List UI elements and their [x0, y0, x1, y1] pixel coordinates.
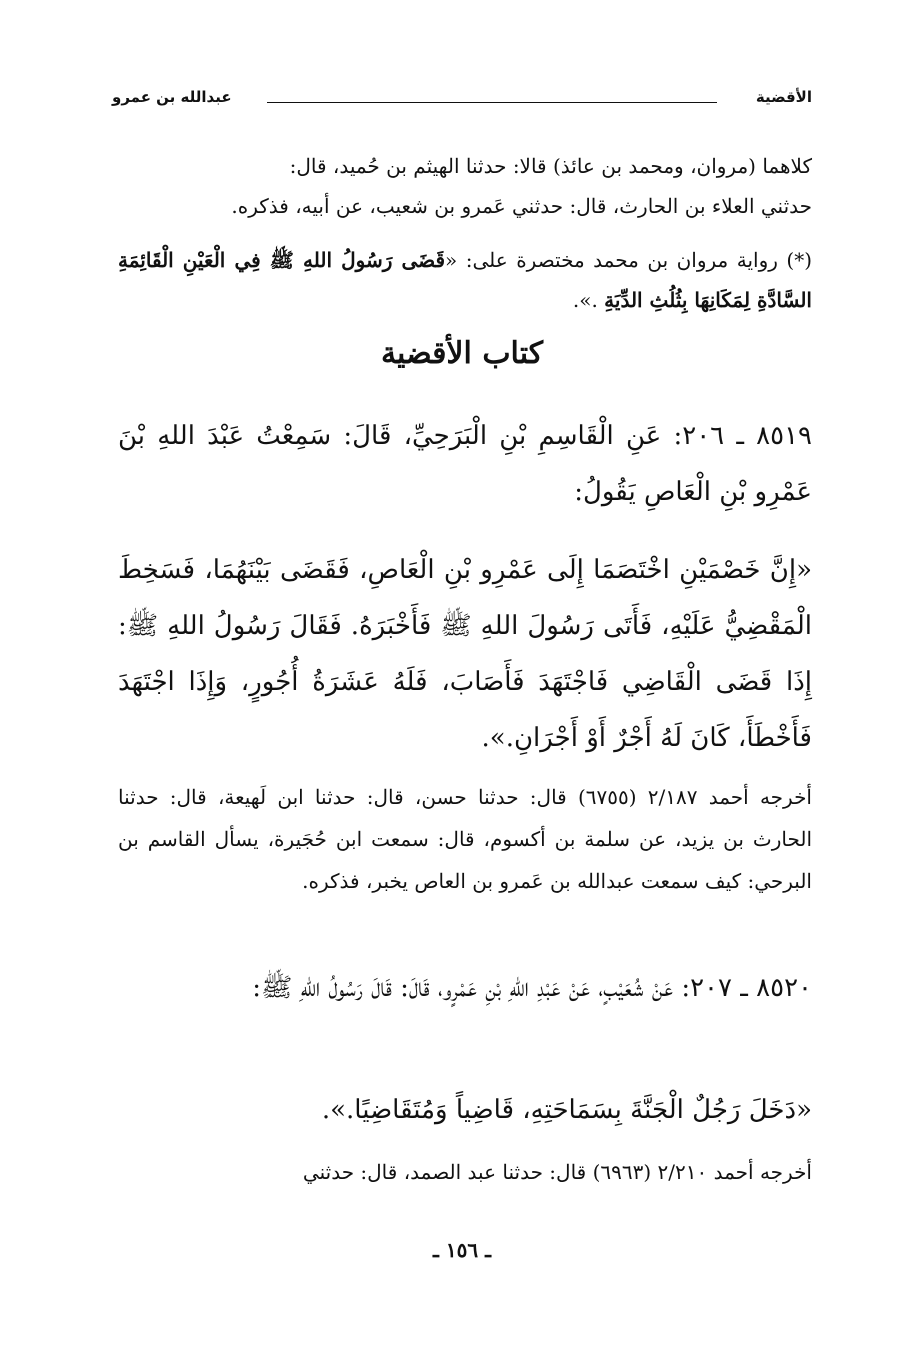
- top-note-line-1: كلاهما (مروان، ومحمد بن عائذ) قالا: حدثنا الهيثم بن حُميد، قال:: [289, 154, 812, 178]
- hadith-8520-takhrij: أخرجه أحمد ٢/٢١٠ (٦٩٦٣) قال: حدثنا عبد الصمد، قال: حدثني: [302, 1160, 812, 1184]
- top-note: [118, 146, 812, 226]
- top-note-line-2: حدثني العلاء بن الحارث، قال: حدثني عَمرو بن شعيب، عن أبيه، فذكره.: [231, 194, 812, 218]
- chapter-header: الأقضية: [755, 88, 812, 106]
- hadith-8519-text: «إِنَّ خَصْمَيْنِ اخْتَصَمَا إِلَى عَمْرِو بْنِ الْعَاصِ، فَقَضَى بَيْنَهُمَا، فَسَخِطَ الْمَقْضِيُّ عَلَيْهِ، فَأَتَى رَسُولَ اللهِ ﷺ فَأَخْبَرَهُ. فَقَالَ رَسُولُ اللهِ ﷺ: إِذَا قَضَى الْقَاضِي فَاجْتَهَدَ فَأَصَابَ، فَلَهُ عَشَرَةُ أُجُورٍ، وَإِذَا اجْتَهَدَ فَأَخْطَأَ، كَانَ لَهُ أَجْرٌ أَوْ أَجْرَانِ.».: [118, 555, 812, 753]
- star-note-quote: قَضَى رَسُولُ اللهِ ﷺ فِي الْعَيْنِ الْقَائِمَةِ السَّادَّةِ لِمَكَانِهَا بِثُلُثِ الدِّيَةِ: [118, 248, 812, 312]
- page-number: ـ ١٥٦ ـ: [433, 1238, 491, 1262]
- hadith-8520-text: «دَخَلَ رَجُلٌ الْجَنَّةَ بِسَمَاحَتِهِ، قَاضِياً وَمُتَقَاضِيًا.».: [321, 1095, 812, 1125]
- section-title: كتاب الأقضية: [380, 336, 544, 371]
- star-note-end: .».: [572, 288, 598, 312]
- hadith-8519-takhrij: أخرجه أحمد ٢/١٨٧ (٦٧٥٥) قال: حدثنا حسن، قال: حدثنا ابن لَهيعة، قال: حدثنا الحارث بن يزيد، عن سلمة بن أكسوم، قال: سمعت ابن حُجَيرة، يسأل القاسم بن البرحي: كيف سمعت عبدالله بن عَمرو بن العاص يخبر، فذكره.: [118, 785, 812, 893]
- companion-header: عبدالله بن عمرو: [112, 88, 232, 106]
- star-note-intro: (*) رواية مروان بن محمد مختصرة على: «: [445, 248, 812, 272]
- hadith-8519-intro: ٨٥١٩ ـ ٢٠٦: عَنِ الْقَاسِمِ بْنِ الْبَرَحِيِّ، قَالَ: سَمِعْتُ عَبْدَ اللهِ بْنَ عَمْرِو بْنِ الْعَاصِ يَقُولُ:: [118, 421, 813, 507]
- star-note-text: [118, 240, 812, 320]
- header-rule: [267, 102, 717, 103]
- star-note: [118, 240, 812, 320]
- hadith-8520-intro: ٨٥٢٠ ـ ٢٠٧: عَنْ شُعَيْبٍ، عَنْ عَبْدِ اللهِ بْنِ عَمْرٍو، قَالَ: قَالَ رَسُولُ اللهِ ﷺ:: [252, 973, 812, 1003]
- running-header: [112, 86, 812, 116]
